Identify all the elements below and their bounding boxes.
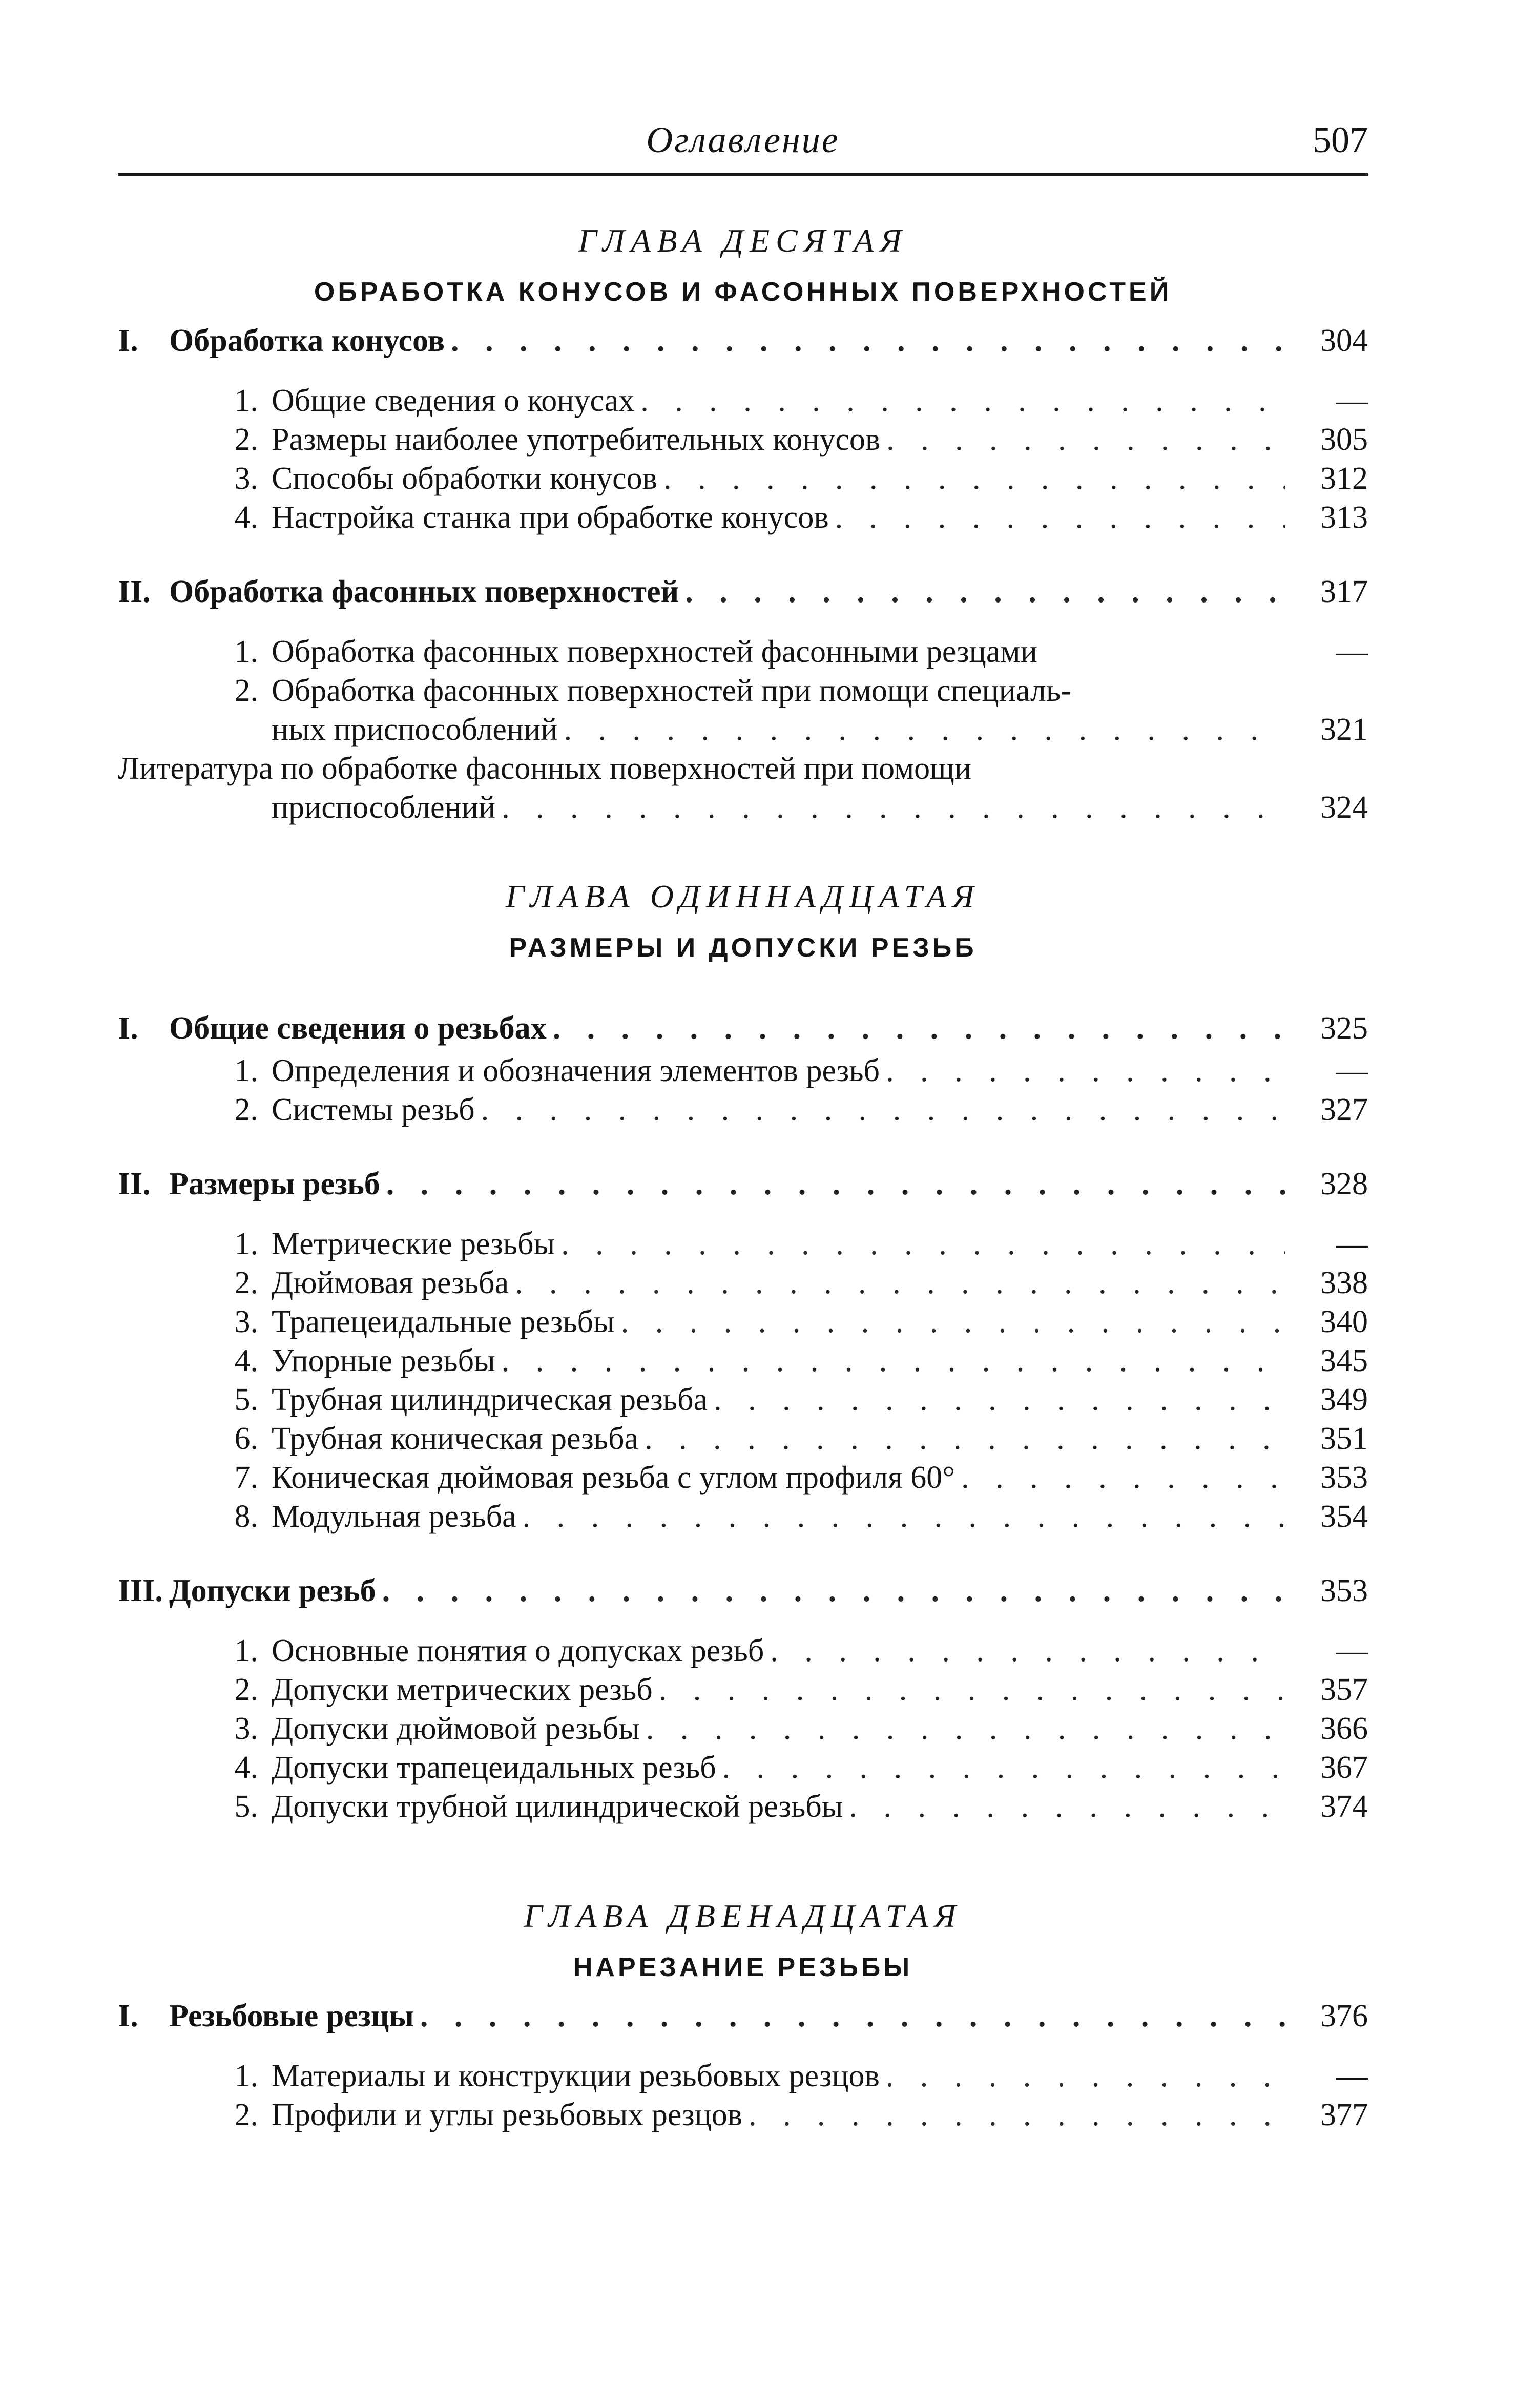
leader-dots [663,459,1285,498]
entry-number: 3. [234,1304,258,1339]
leader-dots [382,1568,1285,1614]
toc-entry[interactable] [118,459,1368,498]
entry-title: Основные понятия о допусках резьб [272,1633,764,1668]
entry-title-continued: ных приспособлений [272,712,558,747]
section-number: I. [118,1999,138,2033]
literature-title-continued: приспособлений [272,790,496,825]
page-ref: 317 [1320,574,1368,609]
page-ref: 325 [1320,1011,1368,1046]
page-ref: 374 [1320,1789,1368,1824]
leader-dots [502,788,1285,827]
entry-title: Размеры наиболее употребительных конусов [272,422,881,457]
toc-entry[interactable] [118,1631,1368,1670]
entry-title: Трубная цилиндрическая резьба [272,1382,708,1417]
leader-dots [685,569,1285,615]
page-ref: 340 [1320,1304,1368,1339]
toc-section[interactable] [118,569,1368,615]
leader-dots [714,1380,1285,1419]
toc-entry[interactable] [118,2057,1368,2095]
page-ref: 304 [1320,323,1368,358]
section-number: I. [118,323,138,358]
toc-section[interactable] [118,1993,1368,2039]
page-ref: — [1336,1633,1368,1668]
toc-entry[interactable] [118,1224,1368,1263]
entry-title: Материалы и конструкции резьбовых резцов [272,2059,880,2093]
chapter-title: РАЗМЕРЫ И ДОПУСКИ РЕЗЬБ [509,933,977,963]
chapter-11 [118,871,1368,1826]
page-ref: 366 [1320,1711,1368,1746]
entry-number: 4. [234,1343,258,1378]
entry-number: 1. [234,2059,258,2093]
toc-entry[interactable] [118,632,1368,671]
leader-dots [886,1051,1285,1090]
page-ref: 312 [1320,461,1368,496]
leader-dots [515,1263,1285,1302]
leader-dots [886,420,1285,459]
entry-title: Системы резьб [272,1092,475,1127]
entry-number: 1. [234,634,258,669]
entry-number: 3. [234,461,258,496]
leader-dots [659,1670,1285,1709]
entry-number: 5. [234,1382,258,1417]
toc-entry[interactable] [118,1380,1368,1419]
chapter-label: ГЛАВА ОДИННАДЦАТАЯ [505,878,981,915]
page-ref: — [1336,2059,1368,2093]
toc-entry-continuation[interactable] [118,710,1368,749]
toc-entry[interactable] [118,2095,1368,2134]
toc-entry[interactable] [118,1787,1368,1826]
page-ref: 376 [1320,1999,1368,2033]
page-ref: 321 [1320,712,1368,747]
leader-dots [561,1224,1285,1263]
entry-number: 2. [234,1092,258,1127]
entry-title: Допуски дюймовой резьбы [272,1711,640,1746]
leader-dots [564,710,1285,749]
page-ref: 353 [1320,1573,1368,1608]
page-ref: 349 [1320,1382,1368,1417]
page-ref: 367 [1320,1750,1368,1785]
entry-title: Допуски трубной цилиндрической резьбы [272,1789,843,1824]
leader-dots [886,2057,1285,2095]
page-ref: 377 [1320,2098,1368,2132]
page-number: 507 [1313,119,1368,160]
page-ref: 338 [1320,1265,1368,1300]
entry-number: 1. [234,1053,258,1088]
running-head [118,119,1368,175]
leader-dots [553,1005,1285,1051]
leader-dots [749,2095,1285,2134]
entry-title: Упорные резьбы [272,1343,495,1378]
page-ref: 328 [1320,1167,1368,1201]
chapter-10 [118,215,1368,827]
entry-title: Допуски метрических резьб [272,1672,653,1707]
page-ref: 327 [1320,1092,1368,1127]
section-title: Резьбовые резцы [169,1999,414,2033]
entry-title: Трубная коническая резьба [272,1421,639,1456]
leader-dots [481,1090,1285,1129]
entry-number: 7. [234,1460,258,1495]
entry-title: Коническая дюймовая резьба с углом профиля 60° [272,1460,956,1495]
page-ref: — [1336,1227,1368,1261]
entry-number: 1. [234,383,258,418]
leader-dots [770,1631,1285,1670]
leader-dots [961,1458,1285,1497]
entry-number: 8. [234,1499,258,1534]
section-title: Допуски резьб [169,1573,376,1608]
page-ref: 354 [1320,1499,1368,1534]
toc-entry[interactable] [118,498,1368,537]
page-ref: 351 [1320,1421,1368,1456]
entry-number: 3. [234,1711,258,1746]
toc-entry[interactable] [118,381,1368,420]
entry-title: Настройка станка при обработке конусов [272,500,829,535]
leader-dots [640,381,1285,420]
entry-number: 2. [234,2098,258,2132]
page-ref: 357 [1320,1672,1368,1707]
chapter-label: ГЛАВА ДЕСЯТАЯ [578,222,908,259]
leader-dots [645,1419,1285,1458]
section-title: Обработка конусов [169,323,445,358]
entry-number: 2. [234,1265,258,1300]
leader-dots [502,1341,1285,1380]
toc-entry[interactable] [118,1263,1368,1302]
entry-number: 1. [234,1633,258,1668]
page-ref: 313 [1320,500,1368,535]
page-ref: 324 [1320,790,1368,825]
page-ref: 353 [1320,1460,1368,1495]
toc-literature-continuation[interactable] [118,788,1368,827]
section-number: I. [118,1011,138,1046]
page-ref: 345 [1320,1343,1368,1378]
toc-entry[interactable] [118,1458,1368,1497]
toc-entry[interactable] [118,420,1368,459]
entry-title: Допуски трапецеидальных резьб [272,1750,716,1785]
entry-title: Способы обработки конусов [272,461,657,496]
page-ref: — [1336,383,1368,418]
entry-number: 5. [234,1789,258,1824]
entry-title: Модульная резьба [272,1499,516,1534]
page-ref: — [1336,1053,1368,1088]
leader-dots [523,1497,1285,1536]
literature-title: Литература по обработке фасонных поверхностей при помощи [118,751,972,786]
entry-number: 4. [234,1750,258,1785]
entry-title: Дюймовая резьба [272,1265,509,1300]
leader-dots [849,1787,1285,1826]
leader-dots [420,1993,1285,2039]
running-head-title: Оглавление [646,119,840,160]
chapter-title: НАРЕЗАНИЕ РЕЗЬБЫ [573,1953,913,1982]
toc-entry[interactable] [118,1051,1368,1090]
header-rule [118,173,1368,176]
page-ref: 305 [1320,422,1368,457]
leader-dots [646,1709,1285,1748]
entry-title: Обработка фасонных поверхностей фасонными резцами [272,634,1037,669]
toc-section[interactable] [118,1161,1368,1207]
toc-section[interactable] [118,1005,1368,1051]
entry-title: Обработка фасонных поверхностей при помощи специаль- [272,673,1071,708]
leader-dots [722,1748,1285,1787]
section-title: Обработка фасонных поверхностей [169,574,679,609]
section-number: II. [118,1167,151,1201]
entry-number: 2. [234,422,258,457]
toc-entry[interactable] [118,1341,1368,1380]
chapter-label: ГЛАВА ДВЕНАДЦАТАЯ [524,1898,962,1934]
chapter-12 [118,1891,1368,2134]
leader-dots [621,1302,1285,1341]
entry-title: Трапецеидальные резьбы [272,1304,615,1339]
entry-number: 1. [234,1227,258,1261]
toc-entry[interactable] [118,1670,1368,1709]
toc-section[interactable] [118,318,1368,364]
chapter-title: ОБРАБОТКА КОНУСОВ И ФАСОННЫХ ПОВЕРХНОСТЕЙ [314,277,1172,307]
leader-dots [835,498,1285,537]
entry-title: Определения и обозначения элементов резьб [272,1053,880,1088]
section-title: Размеры резьб [169,1167,380,1201]
section-number: III. [118,1573,163,1608]
entry-title: Метрические резьбы [272,1227,555,1261]
toc-entry[interactable] [118,1709,1368,1748]
toc-section[interactable] [118,1568,1368,1614]
toc-entry[interactable] [118,1090,1368,1129]
entry-title: Профили и углы резьбовых резцов [272,2098,743,2132]
leader-dots [386,1161,1285,1207]
toc-entry[interactable] [118,1748,1368,1787]
leader-dots [451,318,1285,364]
toc-entry[interactable] [118,1302,1368,1341]
toc-entry[interactable] [118,1419,1368,1458]
entry-number: 6. [234,1421,258,1456]
entry-number: 2. [234,673,258,708]
entry-number: 2. [234,1672,258,1707]
toc-literature[interactable] [118,749,1368,788]
page-ref: — [1336,634,1368,669]
section-title: Общие сведения о резьбах [169,1011,547,1046]
toc-entry[interactable] [118,1497,1368,1536]
toc-entry[interactable] [118,671,1368,710]
entry-title: Общие сведения о конусах [272,383,635,418]
entry-number: 4. [234,500,258,535]
section-number: II. [118,574,151,609]
